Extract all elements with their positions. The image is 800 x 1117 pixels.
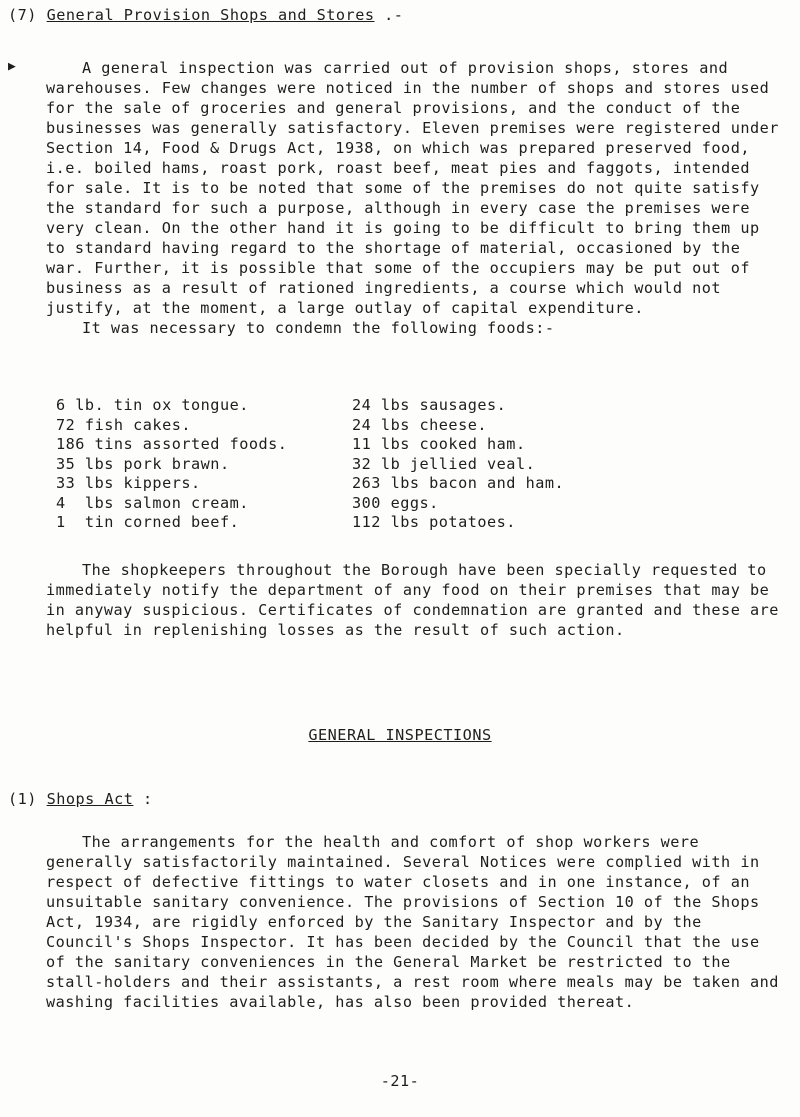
list-item: 300 eggs. [352, 493, 439, 512]
paragraph-shopkeepers [46, 560, 788, 640]
section-title-suffix: .- [374, 6, 404, 24]
shops-title: Shops Act [46, 790, 134, 808]
list-item: 24 lbs sausages. [352, 396, 507, 414]
shops-act-heading [8, 790, 153, 808]
condemned-foods-list-right [352, 396, 564, 533]
paragraph-shops-act-text: The arrangements for the health and comfort of shop workers were generally satisfactorily maintained. Several Notices were complied with in respect of defective fittings to water closets and in one instance, of an unsuitable sanitary convenience. The provisions of Section 10 of the Shops Act, 1934, are rigidly enforced by the Sanitary Inspector and by the Council's Shops Inspector. It has been decided by the Council that the use of the sanitary conveniences in the General Market be restricted to the stall-holders and their assistants, a rest room where meals may be taken and washing facilities available, has also been provided thereat. [46, 833, 779, 1011]
list-item: 11 lbs cooked ham. [352, 435, 526, 453]
condemned-foods-list-left [56, 396, 287, 533]
list-item: 72 fish cakes. [56, 415, 192, 434]
list-item: 6 lb. tin ox tongue. [56, 396, 249, 414]
list-item: 32 lb jellied veal. [352, 454, 536, 473]
list-item: 33 lbs kippers. [56, 474, 201, 492]
paragraph-shops-act [46, 832, 788, 1012]
list-item: 24 lbs cheese. [352, 415, 488, 434]
paragraph-provision-text: A general inspection was carried out of provision shops, stores and warehouses. Few changes were noticed in the number of shops and stores used for the sale of groceries and general provisions, and the conduct of the businesses was generally satisfactory. Eleven premises were registered under Section 14, Food & Drugs Act, 1938, on which was prepared preserved food, i.e. boiled hams, roast pork, roast beef, meat pies and faggots, intended for sale. It is to be noted that some of the premises do not quite satisfy the standard for such a purpose, although in every case the premises were very clean. On the other hand it is going to be difficult to bring them up to standard having regard to the shortage of material, occasioned by the war. Further, it is possible that some of the occupiers may be put out of business as a result of rationed ingredients, a course which would not justify, at the moment, a large outlay of capital expenditure. [46, 59, 779, 317]
shops-title-suffix: : [133, 790, 153, 808]
section-title: General Provision Shops and Stores [46, 6, 375, 24]
section-number: (7) [8, 6, 37, 24]
list-item: 263 lbs bacon and ham. [352, 474, 565, 492]
shops-number: (1) [8, 790, 37, 808]
list-item: 4 lbs salmon cream. [56, 493, 249, 512]
list-item: 112 lbs potatoes. [352, 513, 516, 531]
condemn-intro: It was necessary to condemn the following foods:- [82, 319, 555, 337]
section-heading [8, 6, 403, 24]
paragraph-provision-shops [46, 58, 788, 338]
margin-mark-icon: ▶ [8, 59, 16, 74]
list-item: 35 lbs pork brawn. [56, 454, 230, 473]
list-item: 186 tins assorted foods. [56, 435, 288, 453]
list-item: 1 tin corned beef. [56, 513, 240, 531]
general-inspections-heading: GENERAL INSPECTIONS [308, 726, 492, 744]
page-number: -21- [380, 1072, 420, 1090]
paragraph-shopkeepers-text: The shopkeepers throughout the Borough have been specially requested to immediately notify the department of any food on their premises that may be in anyway suspicious. Certificates of condemnation are granted and these are helpful in replenishing losses as the result of such action. [46, 561, 779, 639]
